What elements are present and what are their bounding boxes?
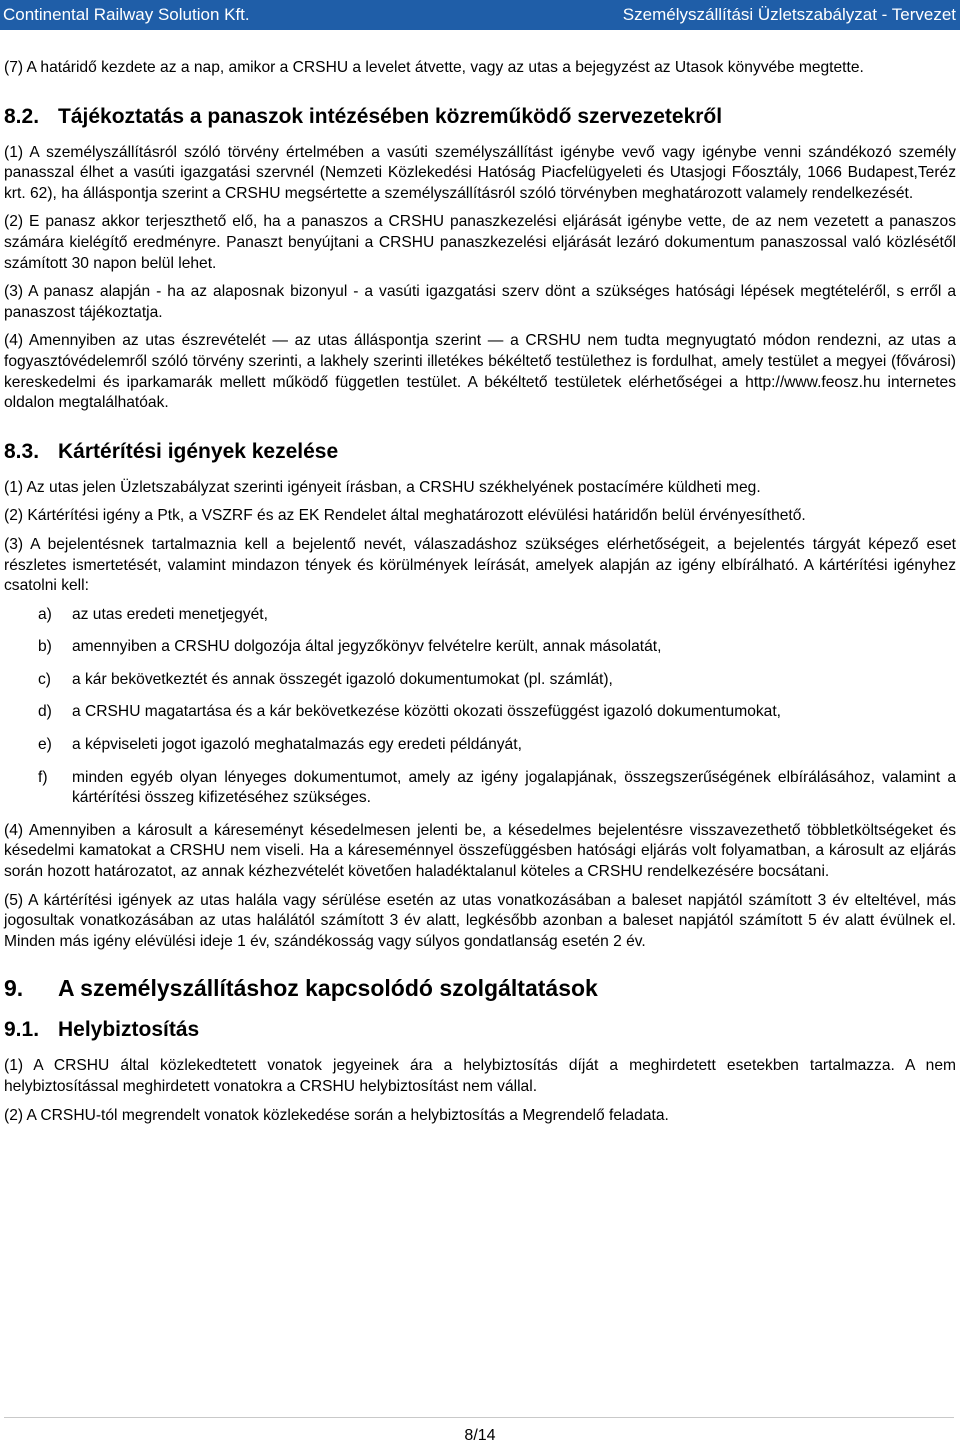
list-item-label: e): [38, 736, 52, 754]
list-item-text: az utas eredeti menetjegyét,: [72, 605, 268, 623]
paragraph: (1) A személyszállításról szóló törvény értelmében a vasúti személyszállítást igénybe vevő vagy igénybe venni szándékozó személy panasszal élhet a vasúti igazgatási szervnél (Nemzeti Közlekedési Hatóság Piacfelügyeleti és Utasjogi Főosztály, 1066 Budapest,Teréz krt. 62), ha álláspontja szerint a CRSHU megsértette a személyszállításról szóló törvényben meghatározott valamely rendelkezését.: [4, 143, 956, 202]
paragraph: (2) A CRSHU-tól megrendelt vonatok közlekedése során a helybiztosítás a Megrendelő feladata.: [4, 1106, 669, 1124]
list-item: [4, 605, 956, 626]
list-item-text: minden egyéb olyan lényeges dokumentumot, amely az igény jogalapjának, összegszerűségének elbírálásához, valamint a kártérítési összeg kifizetéséhez szükséges.: [72, 768, 956, 807]
paragraph: (5) A kártérítési igények az utas halála vagy sérülése esetén az utas vonatkozásában a baleset napjától számított 3 év elteltével, más jogosultak vonatkozásában az utas halálától számított 3 év alatt, legkésőbb azonban a baleset napjától számított 5 év alatt évülnek el. Minden más igény elévülési ideje 1 év, szándékosság vagy súlyos gondatlanság esetén 2 év.: [4, 891, 956, 950]
attachment-list: [4, 605, 956, 809]
list-item: [4, 735, 956, 756]
section-9-1-heading: [4, 1017, 956, 1043]
section-9-heading: [4, 974, 956, 1002]
paragraph: (3) A bejelentésnek tartalmaznia kell a bejelentő nevét, válaszadáshoz szükséges elérhetőségeit, a bejelentés tárgyát képező eset részletes ismertetését, valamint mindazon tények és körülmények leírását, amelyek alapján az igény elbírálható. A kártérítési igényhez csatolni kell:: [4, 535, 956, 595]
list-item-label: f): [38, 768, 48, 786]
paragraph: (1) A CRSHU által közlekedtetett vonatok jegyeinek ára a helybiztosítás díját a meghirdetett esetekben tartalmazza. A nem helybiztosítással meghirdetett vonatokra a CRSHU helybiztosítást nem vállal.: [4, 1057, 956, 1095]
list-item-label: c): [38, 670, 51, 688]
list-item-label: b): [38, 638, 52, 656]
section-number: 8.3.: [4, 439, 40, 463]
section-number: 9.: [4, 975, 24, 1002]
list-item: [4, 670, 956, 691]
paragraph: (4) Amennyiben a károsult a káreseményt késedelmesen jelenti be, a késedelmes bejelentésre visszavezethető többletköltségeket és késedelmi kamatokat a CRSHU nem viseli. Ha a káreseménnyel összefüggésben hatósági eljárás volt folyamatban, a károsult az eljárás során hozott határozatot, az annak kézhezvételét követően haladéktalanul köteles a CRSHU rendelkezésére bocsátani.: [4, 821, 956, 881]
page-number: 8/14: [464, 1427, 496, 1444]
document-body: [4, 58, 956, 1134]
company-name: Continental Railway Solution Kft.: [3, 5, 250, 24]
section-title: Kártérítési igények kezelése: [58, 439, 339, 463]
paragraph: (2) E panasz akkor terjeszthető elő, ha a panaszos a CRSHU panaszkezelési eljárását igénybe vette, de az nem vezetett a panaszos számára kielégítő eredményre. Panaszt benyújtani a CRSHU panaszkezelési eljárását lezáró dokumentum panaszossal való közlésétől számított 30 napon belül lehet.: [4, 213, 956, 272]
paragraph: (1) Az utas jelen Üzletszabályzat szerinti igényeit írásban, a CRSHU székhelyének postacímére küldheti meg.: [4, 478, 761, 496]
list-item-label: a): [38, 605, 52, 623]
paragraph: (4) Amennyiben az utas észrevételét — az utas álláspontja szerint — a CRSHU nem tudta megnyugtató módon rendezni, az utas a fogyasztóvédelemről szóló törvény szerinti, a lakhely szerinti illetékes békéltető testülethez is fordulhat, amely testület a megyei (fővárosi) kereskedelmi és iparkamarák mellett működő független testület. A békéltető testületek elérhetőségei a http://www.feosz.hu internetes oldalon megtalálhatóak.: [4, 332, 956, 412]
section-title: Tájékoztatás a panaszok intézésében közreműködő szervezetekről: [58, 104, 723, 128]
paragraph-7: (7) A határidő kezdete az a nap, amikor a CRSHU a levelet átvette, vagy az utas a bejegyzést az Utasok könyvébe megtette.: [4, 59, 864, 76]
section-8-3-heading: [4, 439, 956, 465]
section-title: A személyszállításhoz kapcsolódó szolgáltatások: [58, 975, 598, 1002]
list-item-text: amennyiben a CRSHU dolgozója által jegyzőkönyv felvételre került, annak másolatát,: [72, 638, 662, 656]
section-number: 9.1.: [4, 1018, 40, 1042]
list-item-text: a CRSHU magatartása és a kár bekövetkezése közötti okozati összefüggést igazoló dokumentumokat,: [72, 703, 782, 721]
list-item-text: a képviseleti jogot igazoló meghatalmazás egy eredeti példányát,: [72, 736, 522, 754]
list-item: [4, 637, 956, 658]
document-title: Személyszállítási Üzletszabályzat - Tervezet: [622, 5, 956, 24]
paragraph: (3) A panasz alapján - ha az alaposnak bizonyul - a vasúti igazgatási szerv dönt a szükséges hatósági lépések megtételéről, s erről a panaszost tájékoztatja.: [4, 283, 956, 321]
paragraph: (2) Kártérítési igény a Ptk, a VSZRF és az EK Rendelet által meghatározott elévülési határidőn belül érvényesíthető.: [4, 507, 806, 525]
page-header: [0, 0, 960, 30]
section-8-2-heading: [4, 104, 956, 130]
list-item: [4, 702, 956, 723]
list-item-text: a kár bekövetkeztét és annak összegét igazoló dokumentumokat (pl. számlát),: [72, 670, 613, 688]
section-title: Helybiztosítás: [58, 1018, 200, 1042]
list-item: [4, 768, 956, 809]
list-item-label: d): [38, 703, 52, 721]
section-number: 8.2.: [4, 104, 40, 128]
footer-divider: [4, 1417, 954, 1418]
